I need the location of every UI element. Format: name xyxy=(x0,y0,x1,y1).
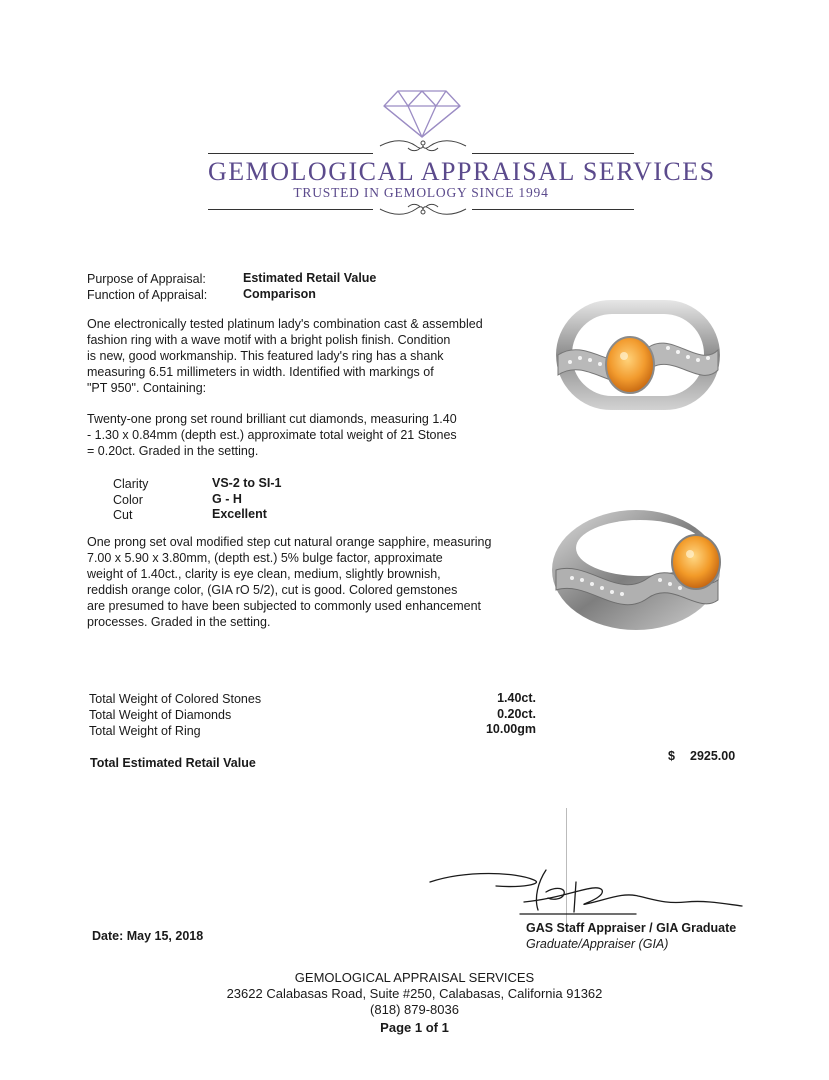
signature-icon xyxy=(426,862,746,922)
total-diamonds-label: Total Weight of Diamonds xyxy=(89,708,232,722)
grade-label-color: Color xyxy=(113,493,143,507)
paragraph-line: - 1.30 x 0.84mm (depth est.) approximate total weight of 21 Stones xyxy=(87,428,457,442)
paragraph-line: "PT 950". Containing: xyxy=(87,381,207,395)
flourish-top-icon xyxy=(378,138,468,154)
total-ring-weight-value: 10.00gm xyxy=(485,722,536,736)
grade-value-color: G - H xyxy=(212,492,242,506)
total-retail-label: Total Estimated Retail Value xyxy=(90,756,256,770)
grade-value-cut: Excellent xyxy=(212,507,267,521)
paragraph-line: One prong set oval modified step cut natural orange sapphire, measuring xyxy=(87,535,492,549)
tagline: TRUSTED IN GEMOLOGY SINCE 1994 xyxy=(293,185,549,200)
appraisal-date: Date: May 15, 2018 xyxy=(92,929,204,943)
purpose-value: Estimated Retail Value xyxy=(243,271,377,285)
appraiser-subtitle: Graduate/Appraiser (GIA) xyxy=(526,937,669,951)
total-diamonds-value: 0.20ct. xyxy=(497,707,536,721)
paragraph-line: weight of 1.40ct., clarity is eye clean, medium, slightly brownish, xyxy=(87,567,441,581)
paragraph-line: 7.00 x 5.90 x 3.80mm, (depth est.) 5% bulge factor, approximate xyxy=(87,551,443,565)
paragraph-line: processes. Graded in the setting. xyxy=(87,615,271,629)
appraiser-title: GAS Staff Appraiser / GIA Graduate xyxy=(526,921,737,935)
paragraph-line: measuring 6.51 millimeters in width. Identified with markings of xyxy=(87,365,434,379)
grade-label-clarity: Clarity xyxy=(113,477,149,491)
total-colored-stones-label: Total Weight of Colored Stones xyxy=(89,692,262,706)
paragraph-line: = 0.20ct. Graded in the setting. xyxy=(87,444,259,458)
grade-value-clarity: VS-2 to SI-1 xyxy=(212,476,282,490)
description-paragraph-1 xyxy=(87,316,537,396)
total-retail-value: 2925.00 xyxy=(690,749,736,763)
paragraph-line: fashion ring with a wave motif with a bright polish finish. Condition xyxy=(87,333,451,347)
grade-label-cut: Cut xyxy=(113,508,133,522)
flourish-bottom-icon xyxy=(378,201,468,217)
page-number: Page 1 of 1 xyxy=(380,1020,449,1035)
total-colored-stones-value: 1.40ct. xyxy=(497,691,536,705)
function-value: Comparison xyxy=(243,287,316,301)
footer-address: 23622 Calabasas Road, Suite #250, Calabasas, California 91362 xyxy=(226,986,603,1001)
function-label: Function of Appraisal: xyxy=(87,288,208,302)
company-name: GEMOLOGICAL APPRAISAL SERVICES xyxy=(208,157,716,186)
diamond-icon xyxy=(380,88,464,140)
ring-photo-angled xyxy=(548,500,728,635)
footer-phone: (818) 879-8036 xyxy=(370,1002,459,1017)
ring-photo-front xyxy=(548,290,728,420)
footer-company: GEMOLOGICAL APPRAISAL SERVICES xyxy=(294,970,535,985)
purpose-label: Purpose of Appraisal: xyxy=(87,272,206,286)
description-paragraph-3 xyxy=(87,534,537,630)
paragraph-line: are presumed to have been subjected to commonly used enhancement xyxy=(87,599,481,613)
paragraph-line: One electronically tested platinum lady's combination cast & assembled xyxy=(87,317,483,331)
currency-symbol: $ xyxy=(668,749,675,763)
description-paragraph-2 xyxy=(87,411,537,459)
paragraph-line: reddish orange color, (GIA rO 5/2), cut is good. Colored gemstones xyxy=(87,583,458,597)
paragraph-line: Twenty-one prong set round brilliant cut diamonds, measuring 1.40 xyxy=(87,412,457,426)
total-ring-weight-label: Total Weight of Ring xyxy=(89,724,201,738)
paragraph-line: is new, good workmanship. This featured lady's ring has a shank xyxy=(87,349,444,363)
